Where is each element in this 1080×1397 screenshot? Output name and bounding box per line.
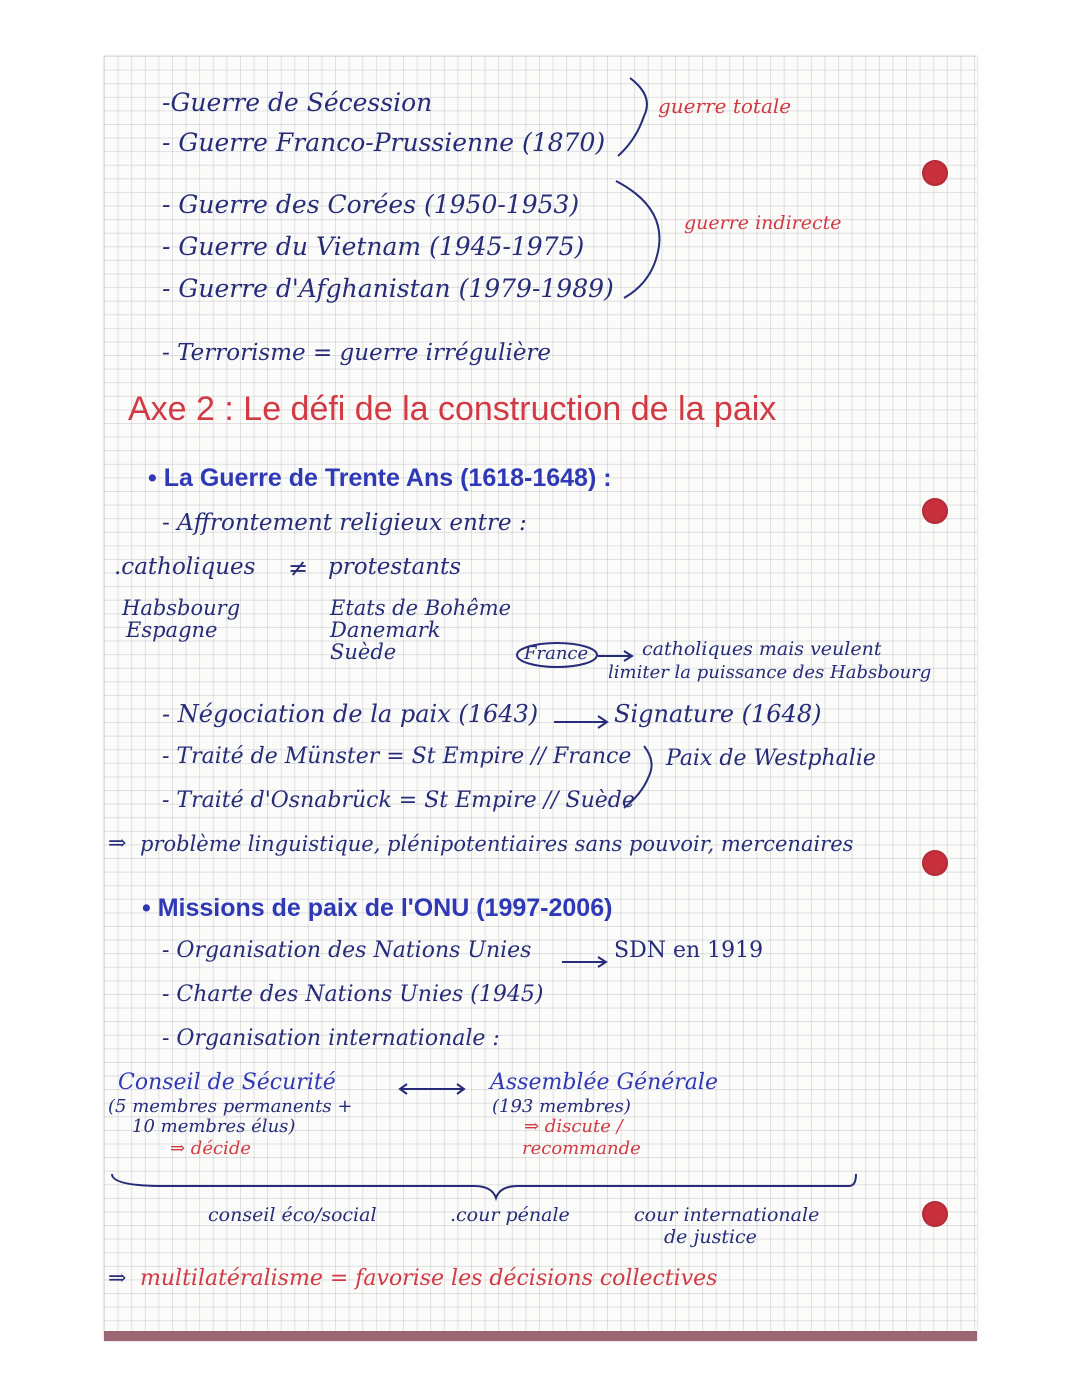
war-indirect-3: - Guerre d'Afghanistan (1979-1989)	[162, 274, 614, 303]
war-indirect-1: - Guerre des Corées (1950-1953)	[162, 190, 580, 219]
axe2-title: Axe 2 : Le défi de la construction de la paix	[128, 390, 777, 428]
ga-discusses: ⇒ discute /	[524, 1116, 623, 1137]
ga-recommends: recommande	[522, 1138, 641, 1159]
france-note-2: limiter la puissance des Habsbourg	[608, 662, 932, 683]
un-body-icj-2: de justice	[664, 1226, 757, 1248]
total-war-label: guerre totale	[658, 94, 792, 118]
notebook-page	[104, 56, 977, 1341]
security-council: Conseil de Sécurité	[118, 1070, 336, 1095]
thirty-years-war-heading: • La Guerre de Trente Ans (1618-1648) :	[148, 464, 612, 492]
protestants-label: protestants	[328, 554, 462, 580]
catholic-member-1: Habsbourg	[122, 596, 241, 620]
peace-westphalia-label: Paix de Westphalie	[666, 746, 876, 771]
catholic-member-2: Espagne	[126, 618, 218, 642]
protestant-member-2: Danemark	[330, 618, 441, 642]
war-indirect-2: - Guerre du Vietnam (1945-1975)	[162, 232, 585, 261]
signature-label: Signature (1648)	[614, 700, 822, 728]
problems-arrow: ⇒	[108, 831, 127, 856]
un-missions-heading: • Missions de paix de l'ONU (1997-2006)	[142, 894, 613, 922]
war-total-1: -Guerre de Sécession	[162, 88, 433, 117]
protestant-member-3: Suède	[330, 640, 397, 664]
un-organisation-line: - Organisation des Nations Unies	[162, 938, 532, 963]
multilateralism-line: multilatéralisme = favorise les décisions collectives	[140, 1266, 718, 1291]
sc-decides: ⇒ décide	[170, 1138, 251, 1159]
indirect-war-label: guerre indirecte	[684, 212, 842, 234]
sdn-label: SDN en 1919	[614, 938, 764, 963]
versus-sign: ≠	[288, 554, 309, 582]
france-note-1: catholiques mais veulent	[642, 638, 882, 660]
treaty-munster: - Traité de Münster = St Empire // France	[162, 744, 632, 769]
war-total-2: - Guerre Franco-Prussienne (1870)	[162, 128, 606, 157]
general-assembly: Assemblée Générale	[490, 1070, 718, 1095]
negotiation-line: - Négociation de la paix (1643)	[162, 700, 539, 728]
international-organisation-line: - Organisation internationale :	[162, 1026, 500, 1051]
terrorism-line: - Terrorisme = guerre irrégulière	[162, 340, 552, 366]
un-body-criminal-court: .cour pénale	[450, 1204, 570, 1226]
france-label: France	[524, 643, 589, 664]
un-charter-line: - Charte des Nations Unies (1945)	[162, 982, 544, 1007]
page-bottom-edge	[104, 1331, 977, 1341]
multilateralism-arrow: ⇒	[108, 1266, 127, 1291]
protestant-member-1: Etats de Bohême	[330, 596, 512, 620]
un-body-icj-1: cour internationale	[634, 1204, 820, 1226]
religious-conflict-line: - Affrontement religieux entre :	[162, 510, 527, 536]
sc-detail-2: 10 membres élus)	[132, 1116, 296, 1137]
catholics-label: .catholiques	[114, 554, 256, 580]
ga-detail: (193 membres)	[492, 1096, 631, 1117]
sc-detail-1: (5 membres permanents +	[108, 1096, 353, 1117]
treaty-osnabruck: - Traité d'Osnabrück = St Empire // Suède	[162, 788, 635, 813]
problems-line: problème linguistique, plénipotentiaires sans pouvoir, mercenaires	[140, 832, 854, 856]
un-body-eco-social: conseil éco/social	[208, 1204, 377, 1226]
